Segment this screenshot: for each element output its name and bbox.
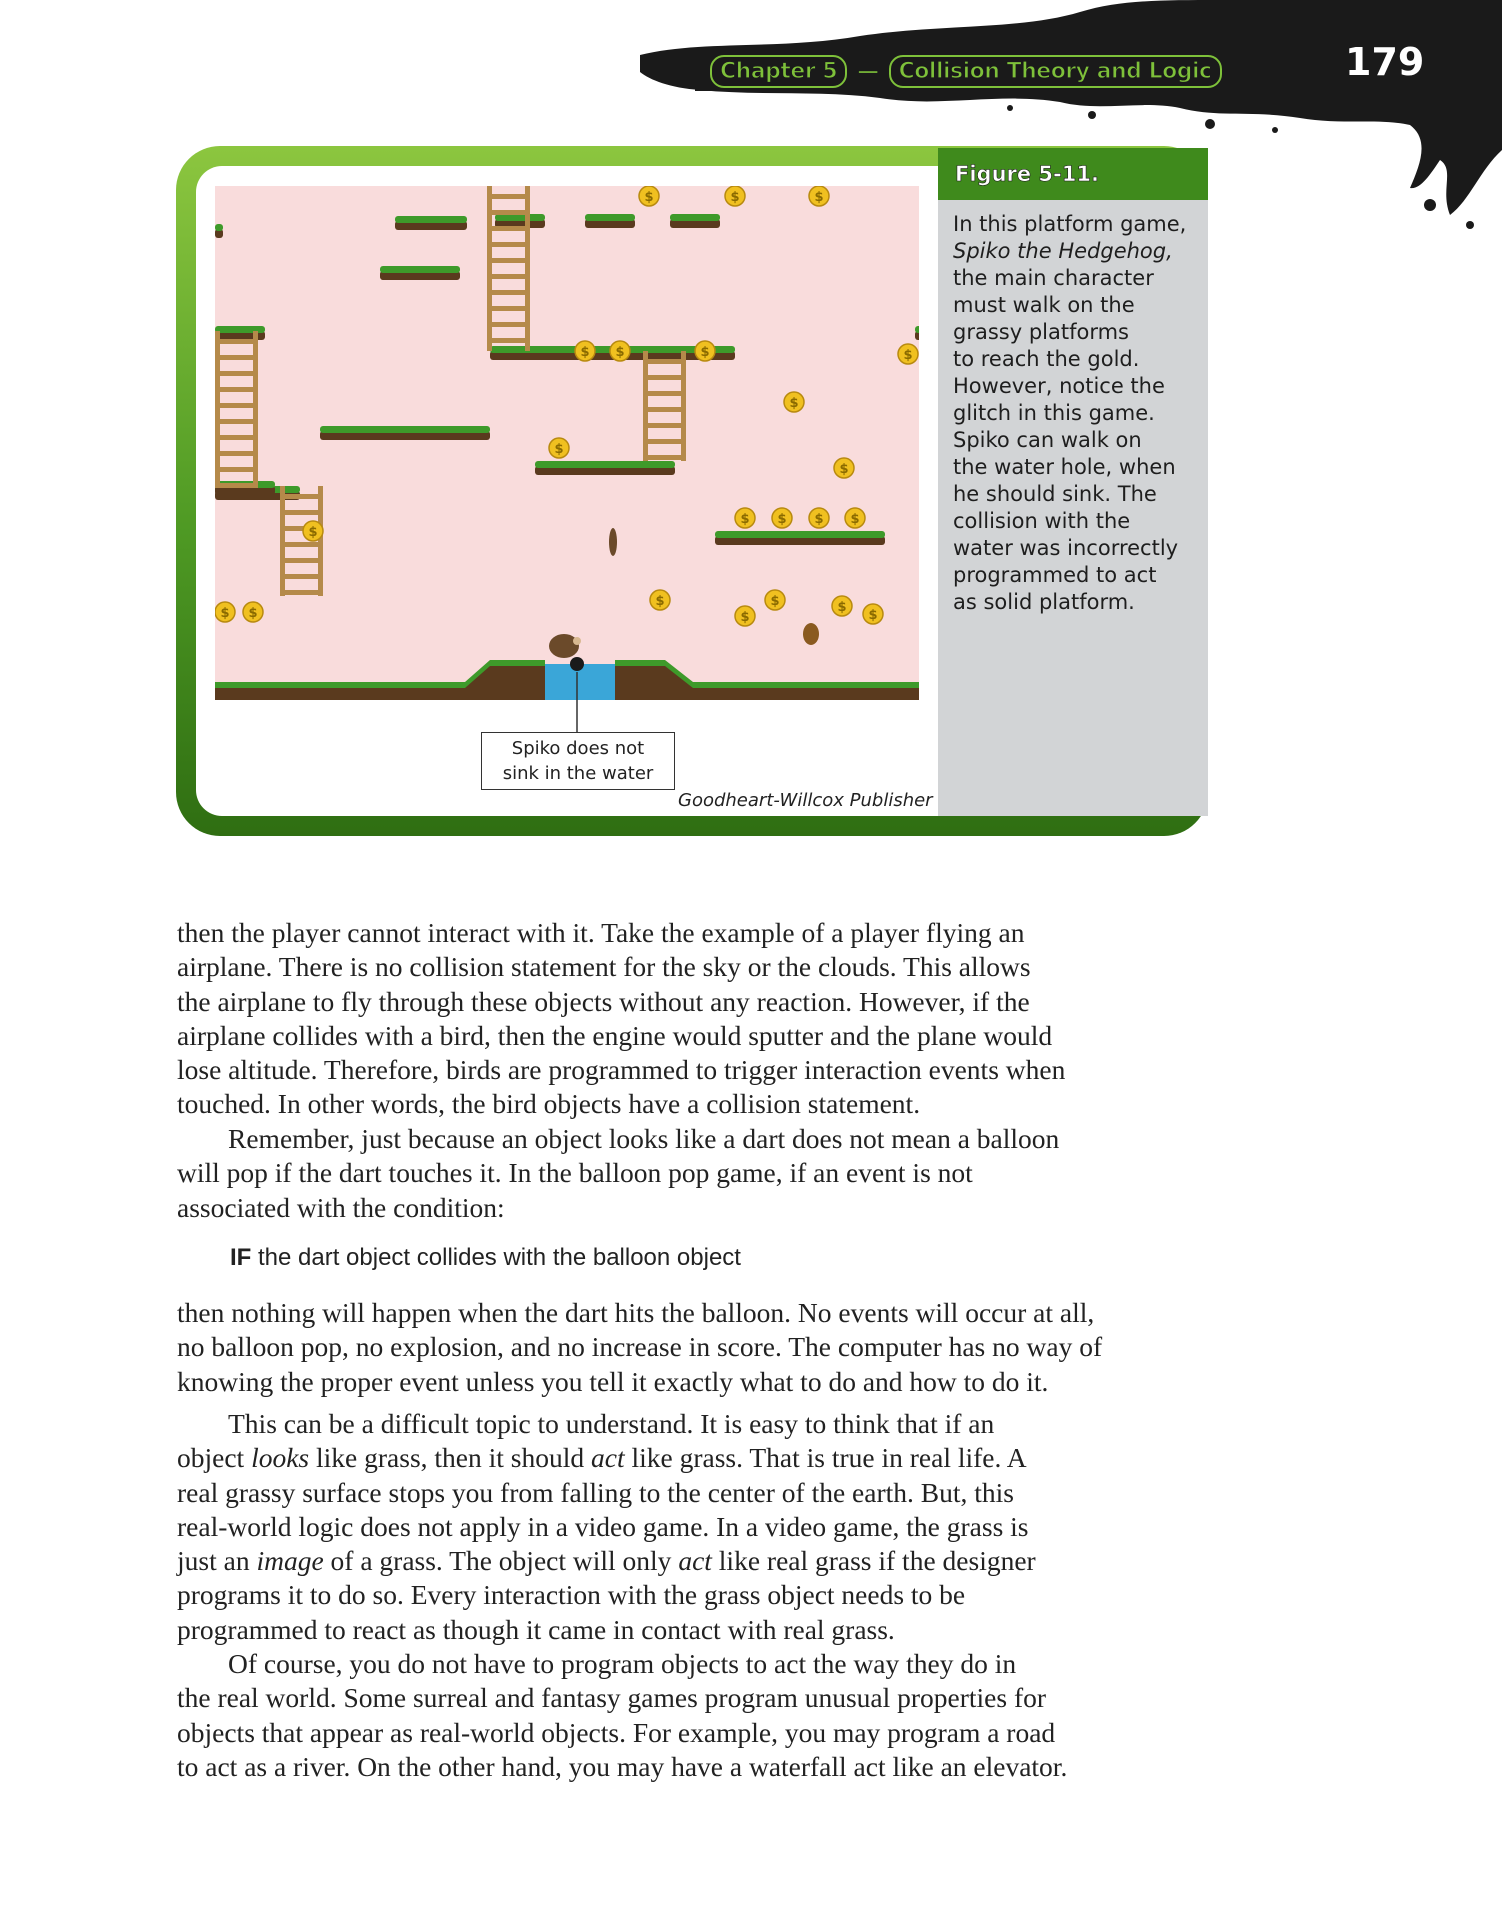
ladder-rung: [643, 407, 686, 412]
ladder-rail: [318, 486, 323, 596]
coin-symbol: $: [850, 512, 860, 527]
ladder-rail: [643, 351, 648, 461]
text-run: This can be a difficult topic to understand. It is easy to think that if an: [228, 1408, 995, 1439]
caption-line: Spiko can walk on: [953, 428, 1142, 452]
ladder-rung: [643, 359, 686, 364]
caption-line: must walk on the: [953, 293, 1135, 317]
text-run: of a grass. The object will only: [323, 1545, 679, 1577]
ladder-rung: [643, 375, 686, 380]
ladder-rung: [487, 242, 530, 247]
text-line: will pop if the dart touches it. In the balloon pop game, if an event is not: [177, 1157, 973, 1189]
coin-symbol: $: [308, 525, 318, 540]
ladder-rung: [643, 423, 686, 428]
ladder-rung: [215, 467, 258, 472]
ladder-rung: [643, 439, 686, 444]
paragraph-2: [177, 1122, 1207, 1225]
grass-platform: [715, 531, 885, 538]
ladder-rung: [215, 371, 258, 376]
hedgehog-face: [573, 637, 581, 645]
grass-platform: [395, 216, 467, 223]
coin-symbol: $: [700, 345, 710, 360]
ladder-rail: [253, 331, 258, 486]
grass-platform: [670, 214, 720, 221]
text-line: [177, 1510, 1207, 1544]
ladder-rung: [280, 510, 323, 515]
ladder-rung: [487, 258, 530, 263]
coin-symbol: $: [580, 345, 590, 360]
caption-line: collision with the: [953, 509, 1131, 533]
coin-symbol: $: [615, 345, 625, 360]
ladder-rung: [280, 542, 323, 547]
chapter-label: [710, 54, 1222, 88]
coin-symbol: $: [554, 442, 564, 457]
text-line: no balloon pop, no explosion, and no increase in score. The computer has no way of: [177, 1331, 1103, 1363]
text-line: then the player cannot interact with it. Take the example of a player flying an: [177, 917, 1025, 948]
ladder-rail: [215, 331, 220, 486]
caption-line: to reach the gold.: [953, 347, 1140, 371]
text-line: Of course, you do not have to program objects to act the way they do in: [228, 1648, 1017, 1679]
text-line: the airplane to fly through these objects without any reaction. However, if the: [177, 985, 1030, 1017]
text-run: like grass. That is true in real life. A: [624, 1442, 1027, 1474]
coin-symbol: $: [248, 606, 258, 621]
caption-line: water was incorrectly: [953, 536, 1179, 560]
text-run: real-world logic does not apply in a video game. In a video game, the grass is: [177, 1510, 1029, 1542]
coin-symbol: $: [730, 190, 740, 205]
text-run: like real grass if the designer: [711, 1545, 1036, 1577]
figure-credit: Goodheart-Willcox Publisher: [678, 790, 933, 811]
chapter-number: Chapter 5: [710, 55, 847, 88]
callout-line-1: Spiko does not: [511, 738, 645, 759]
caption-line: glitch in this game.: [953, 401, 1155, 425]
ladder-rung: [487, 338, 530, 343]
falling-object: [609, 528, 617, 556]
ladder-rail: [681, 351, 686, 461]
coin-symbol: $: [814, 512, 824, 527]
ladder-rung: [643, 455, 686, 460]
text-line: objects that appear as real-world objects. For example, you may program a road: [177, 1716, 1056, 1748]
text-run: just an: [177, 1545, 257, 1577]
ladder-rung: [487, 306, 530, 311]
coin-symbol: $: [868, 608, 878, 623]
ladder-rung: [280, 558, 323, 563]
caption-line: as solid platform.: [953, 590, 1135, 614]
coin-symbol: $: [220, 606, 230, 621]
ladder-rung: [487, 194, 530, 199]
ladder-rung: [215, 451, 258, 456]
emphasis: image: [256, 1545, 324, 1577]
ladder-rung: [643, 391, 686, 396]
text-line: then nothing will happen when the dart hits the balloon. No events will occur at all,: [177, 1297, 1095, 1328]
caption-line: Spiko the Hedgehog,: [953, 239, 1173, 263]
game-screenshot: [215, 186, 919, 700]
caption-line: In this platform game,: [953, 212, 1187, 236]
text-line: associated with the condition:: [177, 1191, 505, 1223]
coin-symbol: $: [644, 190, 654, 205]
text-line: [177, 1441, 1207, 1475]
caption-line: he should sink. The: [953, 482, 1157, 506]
text-run: programs it to do so. Every interaction with the grass object needs to be: [177, 1579, 966, 1611]
ladder-rung: [280, 494, 323, 499]
text-line: Remember, just because an object looks like a dart does not mean a balloon: [228, 1123, 1060, 1154]
text-line: lose altitude. Therefore, birds are programmed to trigger interaction events when: [177, 1054, 1066, 1086]
grass-platform: [320, 426, 490, 433]
ladder-rung: [215, 483, 258, 488]
ladder-rail: [280, 486, 285, 596]
caption-line: grassy platforms: [953, 320, 1129, 344]
text-line: the real world. Some surreal and fantasy games program unusual properties for: [177, 1682, 1047, 1714]
ladder-rung: [280, 574, 323, 579]
coin-symbol: $: [837, 600, 847, 615]
ladder-rung: [215, 387, 258, 392]
ladder-rung: [280, 590, 323, 595]
text-line: [177, 1578, 1207, 1612]
coin-symbol: $: [740, 610, 750, 625]
text-run: programmed to react as though it came in contact with real grass.: [177, 1613, 895, 1645]
figure-label: Figure 5-11.: [955, 162, 1099, 186]
paragraph-3: [177, 1296, 1207, 1399]
figure-caption: [953, 211, 1193, 616]
water-hole: [545, 664, 615, 700]
paragraph-4: [177, 1407, 1207, 1647]
ladder-rung: [487, 322, 530, 327]
caption-line: However, notice the: [953, 374, 1165, 398]
callout-box: [481, 732, 675, 790]
coin-symbol: $: [903, 348, 913, 363]
ladder-rung: [215, 355, 258, 360]
text-line: airplane collides with a bird, then the engine would sputter and the plane would: [177, 1019, 1053, 1051]
text-run: like grass, then it should: [309, 1442, 591, 1474]
coin-symbol: $: [770, 594, 780, 609]
page-number: 179: [1345, 40, 1425, 84]
text-line: [177, 1544, 1207, 1578]
text-line: [177, 1407, 1207, 1441]
coin-symbol: $: [789, 396, 799, 411]
grass-platform: [495, 214, 545, 221]
paragraph-5: [177, 1647, 1207, 1784]
text-line: to act as a river. On the other hand, you may have a waterfall act like an elevator.: [177, 1750, 1068, 1782]
coin-symbol: $: [839, 462, 849, 477]
paragraph-1: [177, 916, 1207, 1122]
code-condition: [230, 1244, 741, 1272]
text-line: [177, 1613, 1207, 1647]
emphasis: act: [591, 1442, 625, 1474]
code-text: the dart object collides with the balloon object: [251, 1244, 741, 1271]
text-line: airplane. There is no collision statement for the sky or the clouds. This allows: [177, 951, 1031, 983]
ladder-rung: [487, 210, 530, 215]
text-run: real grassy surface stops you from falling to the center of the earth. But, this: [177, 1476, 1014, 1508]
coin-symbol: $: [777, 512, 787, 527]
caption-line: the water hole, when: [953, 455, 1176, 479]
grass-platform: [585, 214, 635, 221]
callout-line-2: sink in the water: [502, 763, 654, 784]
emphasis: act: [678, 1545, 712, 1577]
chapter-title: Collision Theory and Logic: [889, 55, 1222, 88]
grass-platform: [380, 266, 460, 273]
caption-line: programmed to act: [953, 563, 1157, 587]
money-bag: [803, 623, 819, 645]
grass-platform: [215, 224, 223, 231]
text-line: knowing the proper event unless you tell it exactly what to do and how to do it.: [177, 1365, 1049, 1397]
ladder-rung: [215, 403, 258, 408]
coin-symbol: $: [740, 512, 750, 527]
text-line: touched. In other words, the bird objects have a collision statement.: [177, 1088, 921, 1120]
chapter-separator: —: [857, 58, 879, 84]
text-run: object: [177, 1442, 252, 1474]
caption-line: the main character: [953, 266, 1154, 290]
ladder-rung: [487, 290, 530, 295]
coin-symbol: $: [814, 190, 824, 205]
ladder-rung: [487, 226, 530, 231]
hedgehog-character: [549, 634, 579, 658]
ladder-rung: [215, 419, 258, 424]
ladder-rung: [487, 274, 530, 279]
ladder-rung: [215, 339, 258, 344]
text-line: [177, 1476, 1207, 1510]
coin-symbol: $: [655, 594, 665, 609]
grass-platform: [535, 461, 675, 468]
emphasis: looks: [251, 1442, 310, 1474]
code-keyword: IF: [230, 1244, 252, 1271]
ladder-rung: [215, 435, 258, 440]
